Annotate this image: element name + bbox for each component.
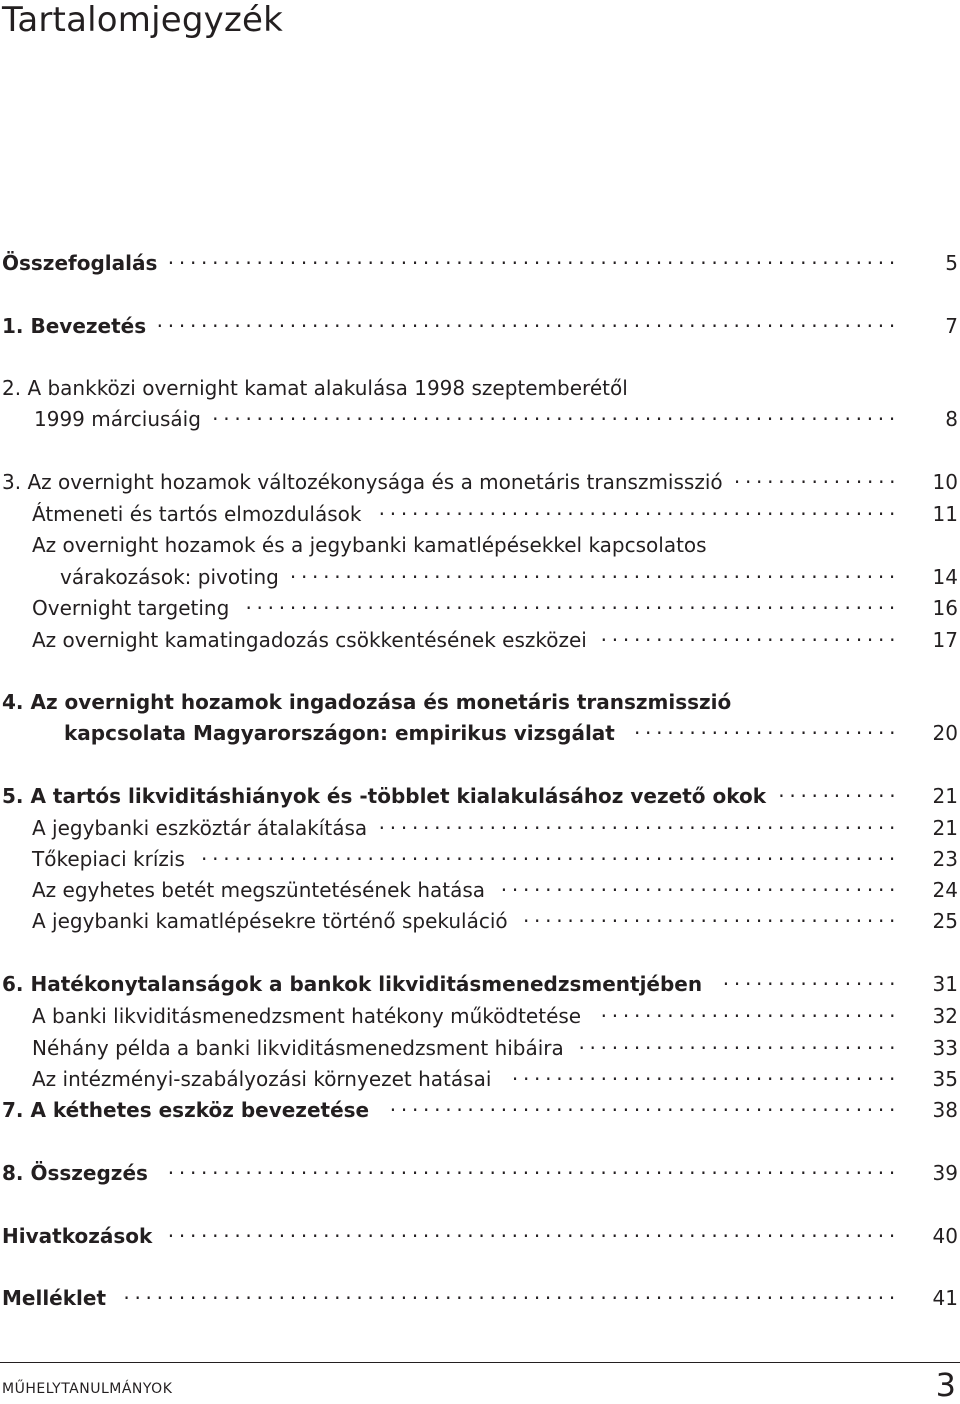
dot-leader: · · · · · · · · · · · · · · · · · · · · · · · · · · · · · · · · · · · · · · · · · · · · · · · · · · · · · · · bbox=[289, 565, 896, 589]
toc-entry-title: 7. A kéthetes eszköz bevezetése bbox=[2, 1098, 370, 1122]
toc-entry[interactable] bbox=[0, 1064, 960, 1094]
toc-entry-title: Néhány példa a banki likviditásmenedzsment hibáira bbox=[32, 1036, 564, 1060]
toc-entry-page: 32 bbox=[932, 1004, 958, 1028]
toc-entry[interactable] bbox=[0, 1158, 960, 1188]
dot-leader: · · · · · · · · · · · · · · · · · · · · · · · · · · · · · · · · · · · · · · · · · · · · · · bbox=[389, 1098, 896, 1122]
dot-leader: · · · · · · · · · · · · · · · · · · · · · · · · · · · · · bbox=[578, 1036, 896, 1060]
toc-entry-title: 6. Hatékonytalanságok a bankok likviditásmenedzsmentjében bbox=[2, 972, 703, 996]
toc-entry-title: Az egyhetes betét megszüntetésének hatása bbox=[32, 878, 486, 902]
dot-leader: · · · · · · · · · · · bbox=[778, 784, 896, 808]
toc-entry[interactable] bbox=[0, 1221, 960, 1251]
dot-leader: · · · · · · · · · · · · · · · · · · · · · · · · · · · · · · · · · · · bbox=[511, 1067, 896, 1091]
footer-page-number: 3 bbox=[935, 1366, 956, 1404]
toc-entry[interactable] bbox=[0, 813, 960, 843]
toc-entry-page: 38 bbox=[932, 1098, 958, 1122]
toc-entry-title: Az overnight hozamok és a jegybanki kamatlépésekkel kapcsolatos bbox=[32, 533, 707, 557]
toc-entry[interactable] bbox=[0, 625, 960, 655]
toc-entry-title: 4. Az overnight hozamok ingadozása és monetáris transzmisszió bbox=[2, 690, 732, 714]
toc-entry-title: Összefoglalás bbox=[2, 251, 158, 275]
dot-leader: · · · · · · · · · · · · · · · · · · · · · · · · · · · bbox=[600, 1004, 896, 1028]
dot-leader: · · · · · · · · · · · · · · · · · · · · · · · · · · · · · · · · · · · · · · · · · · · · · · · bbox=[378, 816, 896, 840]
dot-leader: · · · · · · · · · · · · · · · · · · · · · · · · · · · · · · · · · · · · · · · · · · · · · · · · · · · · · · · · · · · · · · · · · · bbox=[167, 1224, 896, 1248]
toc-entry-title: 1. Bevezetés bbox=[2, 314, 147, 338]
toc-entry-page: 5 bbox=[945, 251, 958, 275]
toc-entry-page: 16 bbox=[932, 596, 958, 620]
footer-divider bbox=[0, 1362, 960, 1363]
toc-entry[interactable] bbox=[0, 499, 960, 529]
toc-entry[interactable] bbox=[0, 1033, 960, 1063]
dot-leader: · · · · · · · · · · · · · · · · · · · · · · · · · · · · · · · · · · · · · · · · · · · · · · · bbox=[378, 502, 896, 526]
toc-entry[interactable] bbox=[0, 969, 960, 999]
toc-entry[interactable] bbox=[0, 844, 960, 874]
toc-entry-title: 3. Az overnight hozamok változékonysága és a monetáris transzmisszió bbox=[2, 470, 723, 494]
toc-entry-title: Átmeneti és tartós elmozdulások bbox=[32, 502, 362, 526]
toc-entry-title: Melléklet bbox=[2, 1286, 107, 1310]
toc-entry-page: 8 bbox=[945, 407, 958, 431]
toc-entry[interactable] bbox=[0, 311, 960, 341]
toc-entry[interactable] bbox=[0, 373, 960, 403]
toc-entry-page: 33 bbox=[932, 1036, 958, 1060]
toc-entry-page: 14 bbox=[932, 565, 958, 589]
toc-entry-page: 23 bbox=[932, 847, 958, 871]
toc-entry[interactable] bbox=[0, 1283, 960, 1313]
toc-entry-page: 20 bbox=[932, 721, 958, 745]
toc-entry[interactable] bbox=[0, 718, 960, 748]
toc-entry[interactable] bbox=[0, 687, 960, 717]
toc-entry-title: Overnight targeting bbox=[32, 596, 230, 620]
dot-leader: · · · · · · · · · · · · · · · · · · · · · · · · bbox=[633, 721, 896, 745]
toc-entry-page: 21 bbox=[932, 784, 958, 808]
toc-entry-title: Az overnight kamatingadozás csökkentésének eszközei bbox=[32, 628, 587, 652]
dot-leader: · · · · · · · · · · · · · · · · · · · · · · · · · · · · · · · · · · · · bbox=[500, 878, 896, 902]
toc-entry-title: Tőkepiaci krízis bbox=[32, 847, 185, 871]
toc-entry-page: 10 bbox=[932, 470, 958, 494]
toc-entry-page: 40 bbox=[932, 1224, 958, 1248]
toc-entry-page: 21 bbox=[932, 816, 958, 840]
toc-entry[interactable] bbox=[0, 562, 960, 592]
toc-entry-title: várakozások: pivoting bbox=[60, 565, 279, 589]
toc-entry-title: kapcsolata Magyarországon: empirikus vizsgálat bbox=[64, 721, 615, 745]
toc-entry-title: A banki likviditásmenedzsment hatékony működtetése bbox=[32, 1004, 582, 1028]
toc-entry[interactable] bbox=[0, 875, 960, 905]
page-title: Tartalomjegyzék bbox=[2, 0, 284, 40]
toc-entry[interactable] bbox=[0, 593, 960, 623]
toc-entry-page: 7 bbox=[945, 314, 958, 338]
toc-entry[interactable] bbox=[0, 1095, 960, 1125]
toc-entry-page: 35 bbox=[932, 1067, 958, 1091]
dot-leader: · · · · · · · · · · · · · · · · · · · · · · · · · · · · · · · · · · · · · · · · · · · · · · · · · · · · · · · · · · · · · · · · · · bbox=[167, 1161, 896, 1185]
toc-entry-title: A jegybanki eszköztár átalakítása bbox=[32, 816, 368, 840]
dot-leader: · · · · · · · · · · · · · · · · · · · · · · · · · · · · · · · · · · · · · · · · · · · · · · · · · · · · · · · · · · · · · · · · · · · · · · bbox=[123, 1286, 896, 1310]
toc-entry-title: 8. Összegzés bbox=[2, 1161, 148, 1185]
toc-entry[interactable] bbox=[0, 781, 960, 811]
toc-entry[interactable] bbox=[0, 1001, 960, 1031]
toc-entry-title: A jegybanki kamatlépésekre történő spekuláció bbox=[32, 909, 508, 933]
toc-entry-title: Az intézményi-szabályozási környezet hatásai bbox=[32, 1067, 492, 1091]
toc-entry-title: 2. A bankközi overnight kamat alakulása 1998 szeptemberétől bbox=[2, 376, 628, 400]
toc-entry[interactable] bbox=[0, 248, 960, 278]
dot-leader: · · · · · · · · · · · · · · · · · · · · · · · · · · · · · · · · · · · · · · · · · · · · · · · · · · · · · · · · · · · bbox=[245, 596, 896, 620]
toc-entry-title: 1999 márciusáig bbox=[34, 407, 201, 431]
footer-series-name: MŰHELYTANULMÁNYOK bbox=[2, 1381, 173, 1397]
toc-entry-page: 31 bbox=[932, 972, 958, 996]
dot-leader: · · · · · · · · · · · · · · · bbox=[733, 470, 896, 494]
toc-entry-page: 41 bbox=[932, 1286, 958, 1310]
toc-entry-page: 39 bbox=[932, 1161, 958, 1185]
toc-entry-page: 11 bbox=[932, 502, 958, 526]
toc-entry[interactable] bbox=[0, 467, 960, 497]
toc-entry[interactable] bbox=[0, 530, 960, 560]
toc-entry-page: 25 bbox=[932, 909, 958, 933]
toc-entry[interactable] bbox=[0, 906, 960, 936]
toc-entry[interactable] bbox=[0, 404, 960, 434]
dot-leader: · · · · · · · · · · · · · · · · bbox=[722, 972, 896, 996]
dot-leader: · · · · · · · · · · · · · · · · · · · · · · · · · · · · · · · · · · · · · · · · · · · · · · · · · · · · · · · · · · · · · · · · · · · bbox=[156, 314, 896, 338]
toc-entry-page: 24 bbox=[932, 878, 958, 902]
toc-entry-page: 17 bbox=[932, 628, 958, 652]
dot-leader: · · · · · · · · · · · · · · · · · · · · · · · · · · · bbox=[600, 628, 896, 652]
toc-entry-title: Hivatkozások bbox=[2, 1224, 153, 1248]
dot-leader: · · · · · · · · · · · · · · · · · · · · · · · · · · · · · · · · · · bbox=[522, 909, 896, 933]
toc-entry-title: 5. A tartós likviditáshiányok és -többlet kialakulásához vezető okok bbox=[2, 784, 767, 808]
dot-leader: · · · · · · · · · · · · · · · · · · · · · · · · · · · · · · · · · · · · · · · · · · · · · · · · · · · · · · · · · · · · · · · bbox=[201, 847, 896, 871]
dot-leader: · · · · · · · · · · · · · · · · · · · · · · · · · · · · · · · · · · · · · · · · · · · · · · · · · · · · · · · · · · · · · · · · · · bbox=[167, 251, 896, 275]
dot-leader: · · · · · · · · · · · · · · · · · · · · · · · · · · · · · · · · · · · · · · · · · · · · · · · · · · · · · · · · · · · · · · bbox=[212, 407, 896, 431]
